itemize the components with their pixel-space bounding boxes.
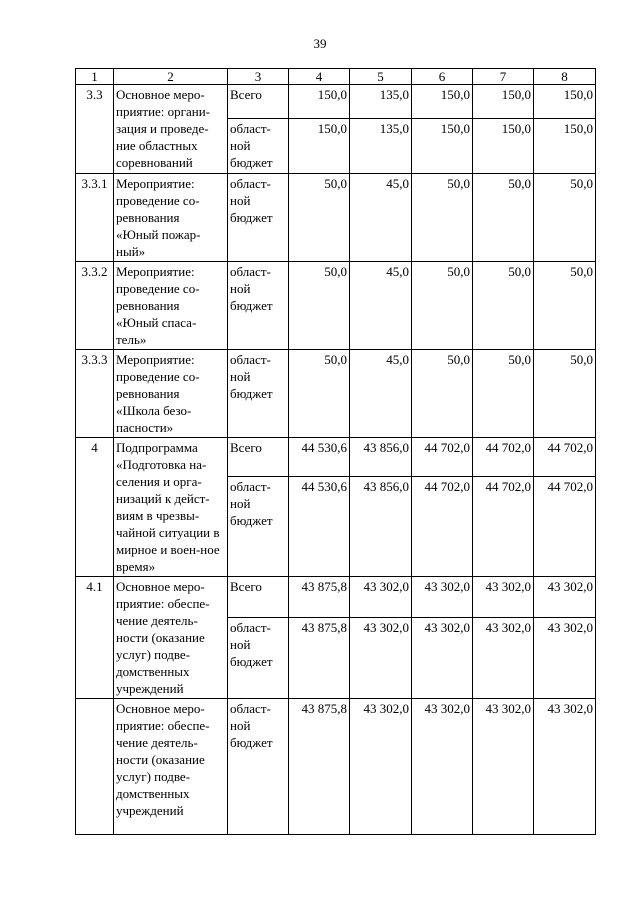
- value-cell: 45,0: [350, 262, 412, 350]
- value-cell: 150,0: [473, 85, 534, 119]
- value-cell: 150,0: [534, 119, 596, 174]
- header-cell: 2: [114, 69, 228, 85]
- funding-source: област-ной бюджет: [228, 617, 289, 698]
- value-cell: 43 302,0: [412, 617, 473, 698]
- value-cell: 50,0: [289, 350, 350, 438]
- value-cell: 45,0: [350, 174, 412, 262]
- funding-source: област-ной бюджет: [228, 476, 289, 576]
- value-cell: 44 702,0: [473, 476, 534, 576]
- item-name: Основное меро-приятие: обеспе-чение деятель-ности (оказание услуг) подве-домственных учреждений: [114, 699, 228, 835]
- value-cell: 43 302,0: [473, 577, 534, 618]
- item-name: Мероприятие: проведение со-ревнования «Школа безо-пасности»: [114, 350, 228, 438]
- value-cell: 43 302,0: [350, 699, 412, 835]
- value-cell: 43 856,0: [350, 438, 412, 477]
- value-cell: 44 702,0: [473, 438, 534, 477]
- value-cell: 43 875,8: [289, 617, 350, 698]
- item-name: Мероприятие: проведение со-ревнования «Юный спаса-тель»: [114, 262, 228, 350]
- header-row: [76, 69, 596, 85]
- value-cell: 150,0: [473, 119, 534, 174]
- value-cell: 43 302,0: [350, 617, 412, 698]
- value-cell: 150,0: [289, 119, 350, 174]
- value-cell: 43 875,8: [289, 577, 350, 618]
- table-row: [76, 577, 596, 618]
- item-name: Мероприятие: проведение со-ревнования «Юный пожар-ный»: [114, 174, 228, 262]
- table-row: [76, 174, 596, 262]
- value-cell: 43 302,0: [412, 699, 473, 835]
- value-cell: 43 302,0: [412, 577, 473, 618]
- value-cell: 45,0: [350, 350, 412, 438]
- header-cell: 1: [76, 69, 114, 85]
- value-cell: 43 302,0: [473, 617, 534, 698]
- value-cell: 50,0: [289, 174, 350, 262]
- value-cell: 150,0: [412, 85, 473, 119]
- item-name: Основное меро-приятие: обеспе-чение деятель-ности (оказание услуг) подве-домственных учреждений: [114, 577, 228, 699]
- value-cell: 50,0: [412, 262, 473, 350]
- value-cell: 44 702,0: [412, 438, 473, 477]
- value-cell: 150,0: [289, 85, 350, 119]
- header-cell: 5: [350, 69, 412, 85]
- header-cell: 4: [289, 69, 350, 85]
- item-number: 3.3.2: [76, 262, 114, 350]
- value-cell: 43 302,0: [473, 699, 534, 835]
- value-cell: 44 530,6: [289, 476, 350, 576]
- header-cell: 7: [473, 69, 534, 85]
- value-cell: 50,0: [473, 262, 534, 350]
- table-row: [76, 699, 596, 835]
- item-number: [76, 699, 114, 835]
- funding-source: област-ной бюджет: [228, 350, 289, 438]
- table-row: [76, 262, 596, 350]
- funding-source: Всего: [228, 438, 289, 477]
- value-cell: 50,0: [412, 350, 473, 438]
- funding-source: област-ной бюджет: [228, 262, 289, 350]
- item-name: Основное меро-приятие: органи-зация и проведе-ние областных соревнований: [114, 85, 228, 174]
- value-cell: 135,0: [350, 119, 412, 174]
- value-cell: 50,0: [412, 174, 473, 262]
- value-cell: 43 875,8: [289, 699, 350, 835]
- funding-source: Всего: [228, 577, 289, 618]
- value-cell: 50,0: [473, 174, 534, 262]
- value-cell: 43 302,0: [534, 617, 596, 698]
- funding-source: Всего: [228, 85, 289, 119]
- header-cell: 3: [228, 69, 289, 85]
- value-cell: 50,0: [289, 262, 350, 350]
- table-row: [76, 350, 596, 438]
- item-number: 4: [76, 438, 114, 577]
- value-cell: 50,0: [534, 262, 596, 350]
- value-cell: 44 702,0: [534, 438, 596, 477]
- value-cell: 43 302,0: [534, 699, 596, 835]
- item-number: 4.1: [76, 577, 114, 699]
- table-row: [76, 85, 596, 119]
- value-cell: 150,0: [412, 119, 473, 174]
- value-cell: 50,0: [534, 350, 596, 438]
- value-cell: 44 702,0: [534, 476, 596, 576]
- value-cell: 43 302,0: [534, 577, 596, 618]
- header-cell: 8: [534, 69, 596, 85]
- value-cell: 44 702,0: [412, 476, 473, 576]
- funding-source: област-ной бюджет: [228, 119, 289, 174]
- value-cell: 43 302,0: [350, 577, 412, 618]
- funding-source: област-ной бюджет: [228, 174, 289, 262]
- table-row: [76, 438, 596, 477]
- value-cell: 50,0: [534, 174, 596, 262]
- value-cell: 150,0: [534, 85, 596, 119]
- budget-table: [75, 68, 596, 835]
- item-number: 3.3.3: [76, 350, 114, 438]
- item-number: 3.3.1: [76, 174, 114, 262]
- funding-source: област-ной бюджет: [228, 699, 289, 835]
- item-name: Подпрограмма «Подготовка на-селения и орга-низаций к дейст-виям в чрезвы-чайной ситуации в мирное и воен-ное время»: [114, 438, 228, 577]
- value-cell: 44 530,6: [289, 438, 350, 477]
- value-cell: 135,0: [350, 85, 412, 119]
- item-number: 3.3: [76, 85, 114, 174]
- header-cell: 6: [412, 69, 473, 85]
- value-cell: 50,0: [473, 350, 534, 438]
- value-cell: 43 856,0: [350, 476, 412, 576]
- page-number: 39: [313, 36, 327, 51]
